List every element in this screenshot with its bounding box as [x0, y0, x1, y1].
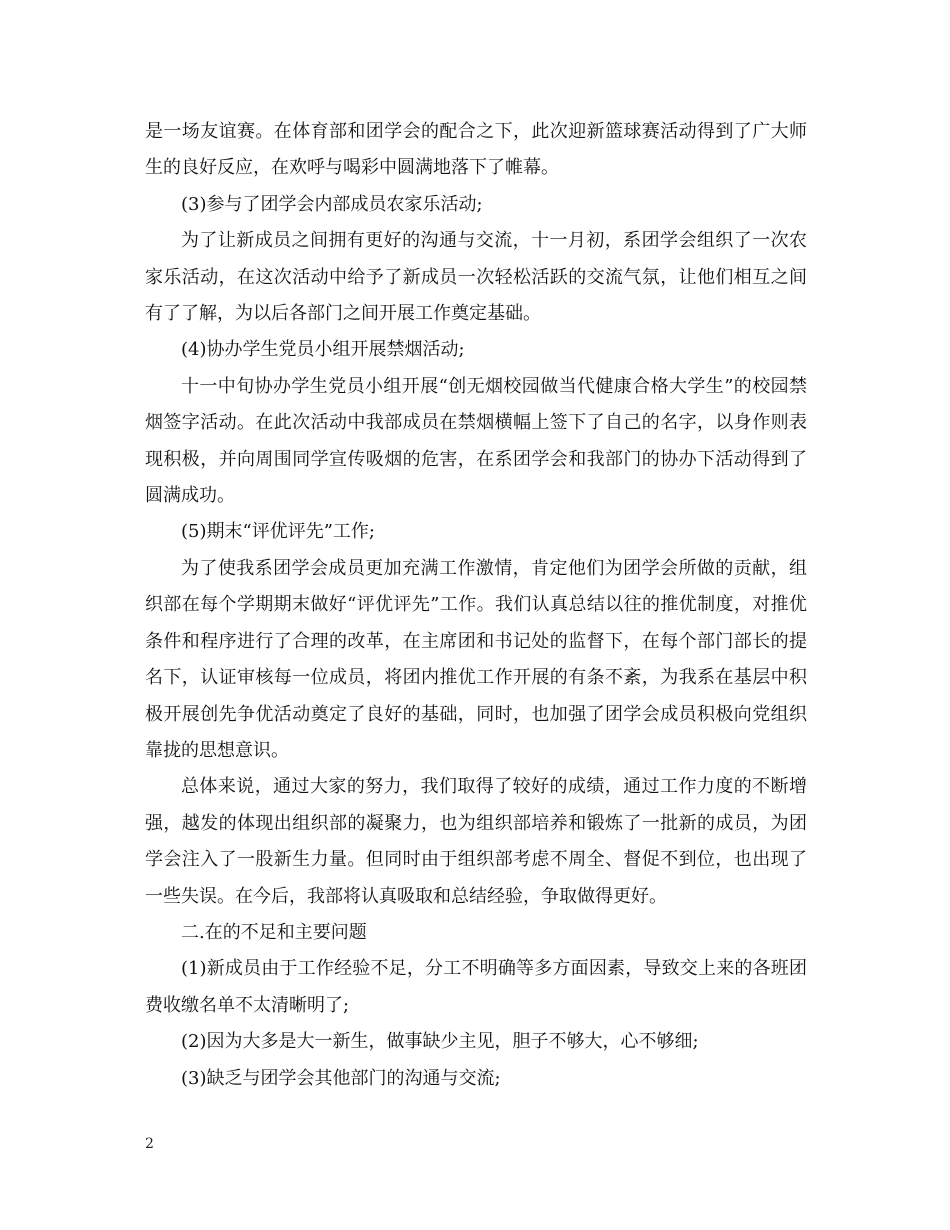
page-number: 2: [145, 1136, 154, 1152]
paragraph: 为了使我系团学会成员更加充满工作激情，肯定他们为团学会所做的贡献，组织部在每个学期期末做好“评优评先”工作。我们认真总结以往的推优制度，对推优条件和程序进行了合理的改革，在主席团和书记处的监督下，在每个部门部长的提名下，认证审核每一位成员，将团内推优工作开展的有条不紊，为我系在基层中积极开展创先争优活动奠定了良好的基础，同时，也加强了团学会成员积极向党组织靠拢的思想意识。: [145, 557, 807, 761]
section-heading: 二.在的不足和主要问题: [181, 921, 367, 943]
paragraph: (4)协办学生党员小组开展禁烟活动;: [181, 339, 465, 361]
paragraph: (3)参与了团学会内部成员农家乐活动;: [181, 193, 483, 215]
paragraph: 总体来说，通过大家的努力，我们取得了较好的成绩，通过工作力度的不断增强，越发的体现出组织部的凝聚力，也为组织部培养和锻炼了一批新的成员，为团学会注入了一股新生力量。但同时由于组织部考虑不周全、督促不到位，也出现了一些失误。在今后，我部将认真吸取和总结经验，争取做得更好。: [145, 776, 807, 907]
document-body: [145, 114, 807, 1097]
paragraph: 十一中旬协办学生党员小组开展“创无烟校园做当代健康合格大学生”的校园禁烟签字活动。在此次活动中我部成员在禁烟横幅上签下了自己的名字，以身作则表现积极，并向周围同学宣传吸烟的危害，在系团学会和我部门的协办下活动得到了圆满成功。: [145, 375, 807, 507]
paragraph: (2)因为大多是大一新生，做事缺少主见，胆子不够大，心不够细;: [181, 1031, 699, 1053]
paragraph: 是一场友谊赛。在体育部和团学会的配合之下，此次迎新篮球赛活动得到了广大师生的良好反应，在欢呼与喝彩中圆满地落下了帷幕。: [145, 121, 807, 179]
paragraph: 为了让新成员之间拥有更好的沟通与交流，十一月初，系团学会组织了一次农家乐活动，在这次活动中给予了新成员一次轻松活跃的交流气氛，让他们相互之间有了了解，为以后各部门之间开展工作奠定基础。: [145, 230, 807, 325]
paragraph: (5)期末“评优评先”工作;: [181, 521, 375, 543]
paragraph: (3)缺乏与团学会其他部门的沟通与交流;: [181, 1067, 501, 1089]
paragraph: (1)新成员由于工作经验不足，分工不明确等多方面因素，导致交上来的各班团费收缴名单不太清晰明了;: [145, 958, 807, 1016]
